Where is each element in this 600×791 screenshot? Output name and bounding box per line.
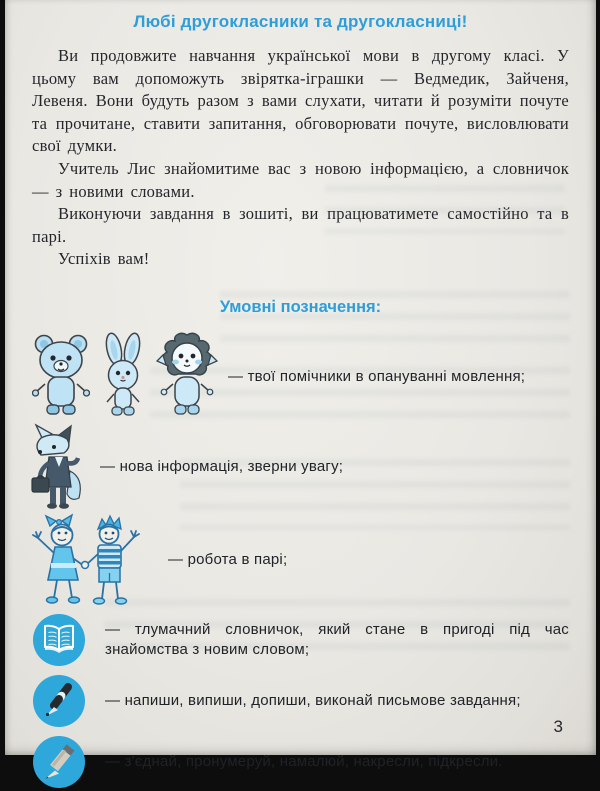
legend-row-draw [32,733,569,791]
legend-list [32,330,569,791]
lion-icon [156,332,218,422]
legend-label: — тлумачний словничок, який стане в пригоді під час знайомства з новим словом; [105,620,569,658]
pencil-icon [32,735,88,789]
legend-label: — твої помічники в опануванні мовлення; [228,367,526,385]
pen-icon [32,674,88,728]
intro-text [32,45,569,271]
page-title: Любі другокласники та другокласниці! [133,12,468,31]
section-heading: Умовні позначення: [219,297,382,316]
intro-paragraph: Успіхів вам! [58,249,150,269]
fox-icon [26,423,88,511]
legend-row-dictionary [32,611,569,669]
bear-icon [32,332,90,422]
legend-row-fox [32,422,569,512]
legend-row-write [32,672,569,730]
legend-label: — нова інформація, зверни увагу; [100,457,344,475]
intro-paragraph: Учитель Лис знайомитиме вас з новою інформацією, а словничок — з новими словами. [32,158,569,201]
intro-paragraph: Ви продовжите навчання української мови в другому класі. У цьому вам допоможуть звірятка-іграшки — Ведмедик, Зайченя, Левеня. Вони будуть разом з вами слухати, читати й розуміти почуте та прочитане, ставити запитання, обговорювати почуте, висловлювати свої думки. [32,46,569,156]
legend-label: — робота в парі; [168,550,288,568]
dictionary-book-icon [32,613,88,667]
bunny-icon [100,332,146,422]
children-pair-icon [28,512,152,608]
legend-label: — напиши, випиши, допиши, виконай письмове завдання; [105,691,521,709]
intro-paragraph: Виконуючи завдання в зошиті, ви працюватимете самостійно та в парі. [32,204,569,246]
animal-helpers-icons [32,332,214,422]
legend-label: — з'єднай, пронумеруй, намалюй, накресли, підкресли. [105,752,503,770]
book-page [5,0,596,770]
page-number: 3 [553,717,563,736]
legend-row-helpers [32,330,569,424]
legend-row-pair [32,512,569,608]
